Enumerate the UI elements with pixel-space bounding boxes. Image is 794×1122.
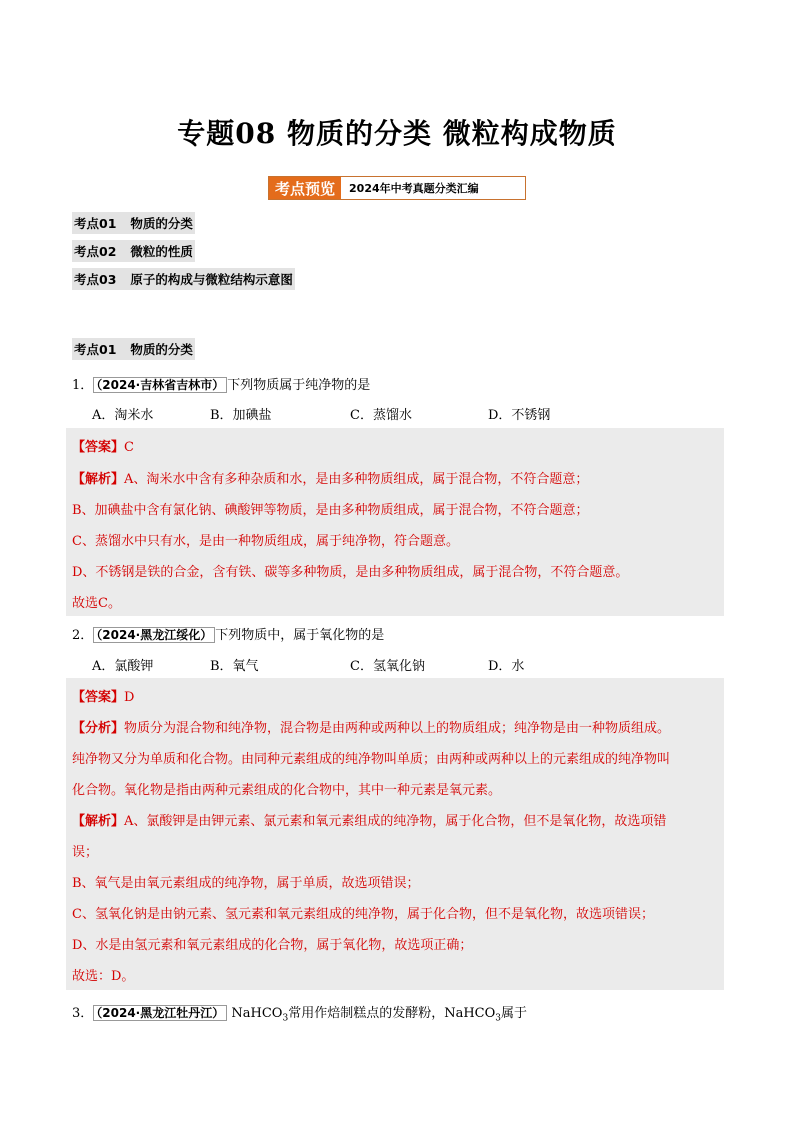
toc-item-1[interactable]: 考点01 物质的分类	[72, 212, 195, 234]
analysis-line: D、不锈钢是铁的合金，含有铁、碳等多种物质，是由多种物质组成，属于混合物，不符合题意。	[72, 565, 629, 580]
toc-item-2[interactable]: 考点02 微粒的性质	[72, 240, 195, 262]
answer-box-1	[66, 428, 724, 616]
question-1-stem: 1． （2024·吉林省吉林市） 下列物质属于纯净物的是	[72, 378, 371, 393]
section-heading: 考点01 物质的分类	[72, 338, 195, 360]
option-a: A．淘米水	[92, 408, 154, 423]
analysis-line: 故选：D。	[72, 969, 135, 984]
analysis-line: B、氧气是由氧元素组成的纯净物，属于单质，故选项错误；	[72, 876, 420, 891]
option-c: C．氢氧化钠	[350, 659, 425, 674]
question-source: （2024·黑龙江牡丹江）	[93, 1005, 227, 1021]
fenxi-line: 纯净物又分为单质和化合物。由同种元素组成的纯净物叫单质；由两种或两种以上的元素组成的纯净物叫	[72, 752, 671, 767]
analysis-line: C、蒸馏水中只有水，是由一种物质组成，属于纯净物，符合题意。	[72, 534, 459, 549]
answer-line: 【答案】C	[72, 440, 134, 455]
fenxi-line: 【分析】物质分为混合物和纯净物，混合物是由两种或两种以上的物质组成；纯净物是由一种物质组成。	[72, 721, 671, 736]
option-d: D．不锈钢	[488, 408, 551, 423]
analysis-line: C、氢氧化钠是由钠元素、氢元素和氧元素组成的纯净物，属于化合物，但不是氧化物，故选项错误；	[72, 907, 654, 922]
fenxi-line: 化合物。氧化物是指由两种元素组成的化合物中，其中一种元素是氧元素。	[72, 783, 502, 798]
question-2-stem: 2． （2024·黑龙江绥化） 下列物质中，属于氧化物的是	[72, 628, 385, 643]
analysis-line: 故选C。	[72, 596, 121, 611]
question-source: （2024·黑龙江绥化）	[93, 627, 215, 643]
toc-item-3[interactable]: 考点03 原子的构成与微粒结构示意图	[72, 268, 295, 290]
option-b: B．加碘盐	[210, 408, 272, 423]
question-3-stem: 3． （2024·黑龙江牡丹江） NaHCO$_3$常用作焙制糕点的发酵粉，NaHCO$_3$属于	[72, 1006, 528, 1024]
analysis-line: 误；	[72, 845, 99, 860]
badge-label: 考点预览	[269, 177, 341, 199]
analysis-line: 【解析】A、淘米水中含有多种杂质和水，是由多种物质组成，属于混合物，不符合题意；	[72, 472, 589, 487]
question-source: （2024·吉林省吉林市）	[93, 377, 227, 393]
badge-subtitle: 2024年中考真题分类汇编	[349, 182, 479, 195]
question-1-options	[92, 404, 550, 423]
option-c: C．蒸馏水	[350, 408, 412, 423]
analysis-line: 【解析】A、氯酸钾是由钾元素、氯元素和氧元素组成的纯净物，属于化合物，但不是氧化物，故选项错	[72, 814, 667, 829]
answer-line: 【答案】D	[72, 690, 135, 705]
analysis-line: D、水是由氢元素和氧元素组成的化合物，属于氧化物，故选项正确；	[72, 938, 473, 953]
analysis-line: B、加碘盐中含有氯化钠、碘酸钾等物质，是由多种物质组成，属于混合物，不符合题意；	[72, 503, 589, 518]
option-a: A．氯酸钾	[92, 659, 154, 674]
option-d: D．水	[488, 659, 525, 674]
preview-badge	[268, 176, 526, 200]
page-title: 专题08 物质的分类 微粒构成物质	[177, 117, 617, 150]
question-2-options	[92, 655, 524, 674]
option-b: B．氧气	[210, 659, 259, 674]
